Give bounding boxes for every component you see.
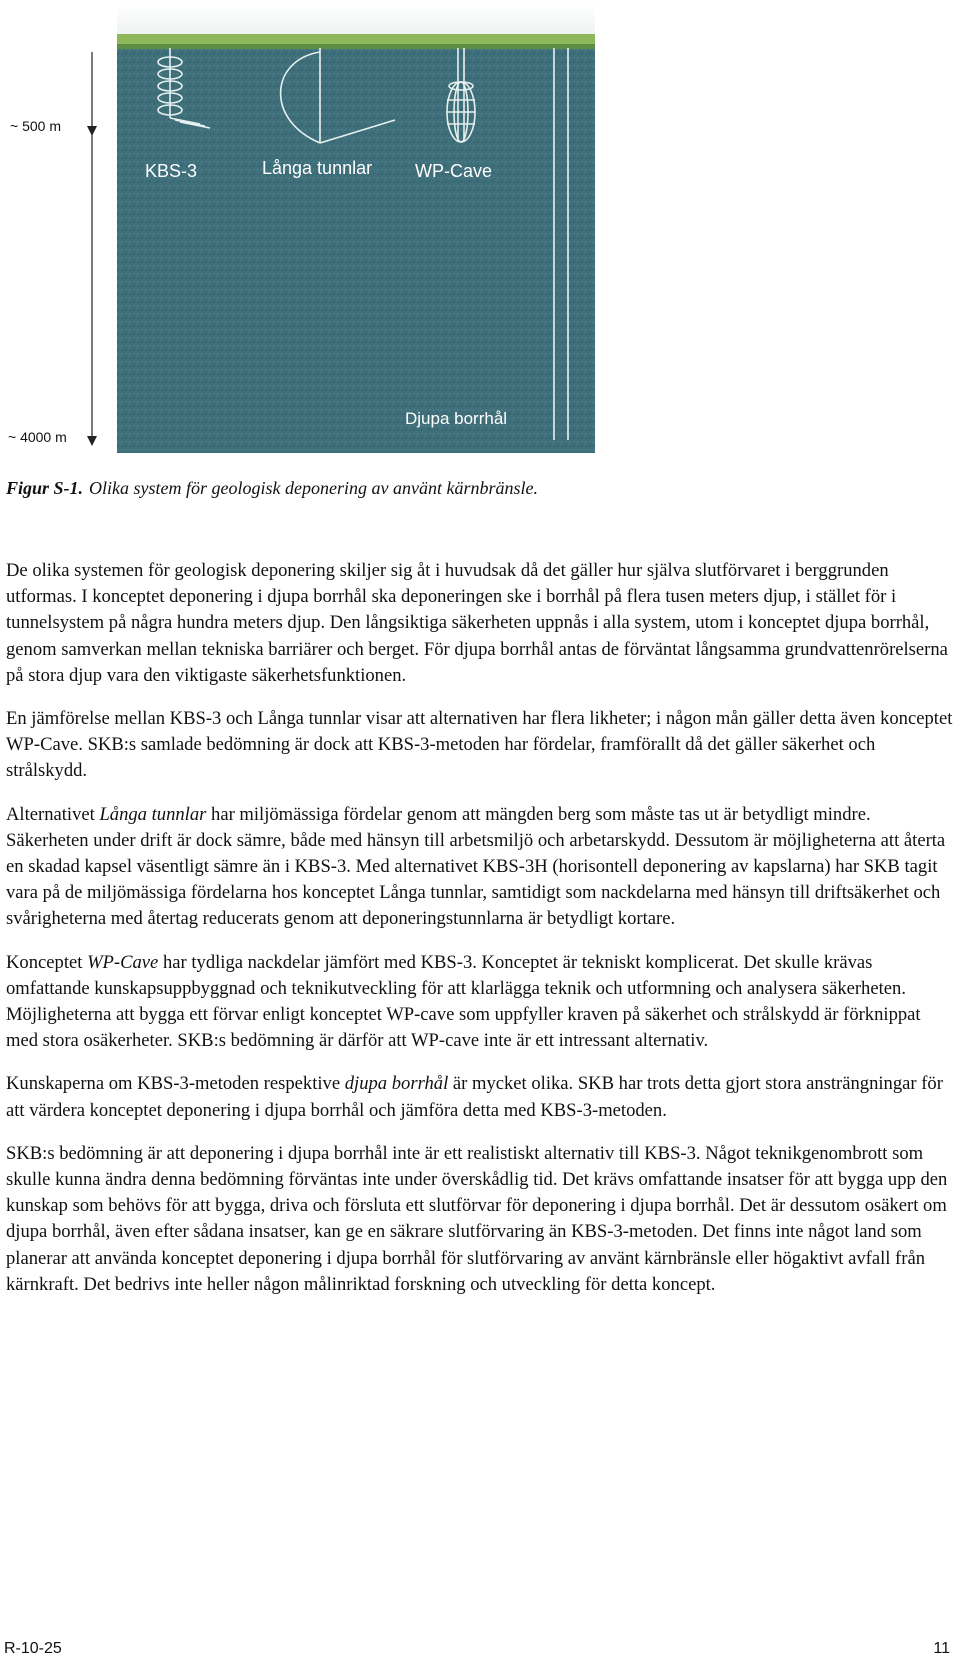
paragraph	[6, 1071, 954, 1123]
paragraph	[6, 706, 954, 785]
paragraph	[6, 950, 954, 1055]
wpcave-label: WP-Cave	[415, 161, 493, 181]
figure-caption	[6, 478, 538, 499]
body-text	[6, 558, 954, 1315]
paragraph-text: Konceptet	[6, 951, 88, 973]
paragraph	[6, 558, 954, 689]
italic-term: WP-Cave	[87, 951, 159, 973]
report-number: R-10-25	[4, 1640, 62, 1657]
sky-band	[117, 4, 595, 34]
depth-4000-label: ~ 4000 m	[8, 429, 67, 445]
repository-concepts-figure	[0, 0, 960, 460]
paragraph-text: SKB:s bedömning är att deponering i djupa borrhål inte är ett realistiskt alternativ till KBS-3. Något teknikgenombrott som skulle kunna ändra denna bedömning förväntas inte under överskådlig tid. Det krävs omfattande insatser för att bygga upp den kunskap som behövs för att bygga, driva och försluta ett slutförvar för deponering i djupa borrhål. Det är dessutom osäkert om djupa borrhål, även efter sådana insatser, kan ge en säkrare slutförvaring än KBS-3-metoden. Det finns inte något land som planerar att använda konceptet deponering i djupa borrhål för slutförvaring av använt kärnbränsle eller högaktivt avfall från kärnkraft. Det bedrivs inte heller någon målinriktad forskning och utveckling för detta koncept.	[6, 1142, 948, 1295]
djupa-borrhal-label: Djupa borrhål	[405, 409, 508, 428]
paragraph-text: En jämförelse mellan KBS-3 och Långa tunnlar visar att alternativen har flera likheter; i någon mån gäller detta även konceptet WP-Cave. SKB:s samlade bedömning är dock att KBS-3-metoden har fördelar, framförallt då det gäller säkerhet och strålskydd.	[6, 708, 953, 782]
depth-500-label: ~ 500 m	[10, 118, 61, 134]
paragraph-text: har tydliga nackdelar jämfört med KBS-3. Konceptet är tekniskt komplicerat. Det skulle krävas omfattande kunskapsuppbyggnad och teknikutveckling för att klarlägga teknik och utformning och analysera säkerheten. Möjligheterna att bygga ett förvar enligt konceptet WP-cave som uppfyller kraven på säkerhet och strålskydd är förknippat med stora osäkerheter. SKB:s bedömning är därför att WP-cave inte är ett intressant alternativ.	[6, 951, 921, 1052]
langa-tunnlar-label: Långa tunnlar	[262, 158, 373, 178]
paragraph	[6, 1141, 954, 1298]
caption-label: Figur S-1.	[6, 478, 84, 498]
paragraph-text: har miljömässiga fördelar genom att mängden berg som måste tas ut är betydligt mindre. Säkerheten under drift är dock sämre, både med hänsyn till arbetsmiljö och arbetarskydd. Dessutom är möjligheterna att återta en skadad kapsel väsentligt sämre än i KBS-3. Med alternativet KBS-3H (horisontell deponering av kapslarna) har SKB tagit vara på de miljömässiga fördelarna hos konceptet Långa tunnlar, samtidigt som nackdelarna med hänsyn till driftsäkerhet och svårigheterna med återtag reducerats genom att deponeringstunnlarna är betydligt kortare.	[6, 803, 946, 930]
paragraph	[6, 802, 954, 933]
italic-term: djupa borrhål	[344, 1073, 449, 1095]
paragraph-text: Alternativet	[6, 803, 100, 825]
bedrock-area	[117, 45, 595, 453]
page-number: 11	[933, 1640, 950, 1657]
caption-text: Olika system för geologisk deponering av använt kärnbränsle.	[89, 478, 538, 498]
italic-term: Långa tunnlar	[99, 803, 207, 825]
kbs3-label: KBS-3	[145, 161, 198, 181]
paragraph-text: är mycket olika. SKB har trots detta gjort stora ansträngningar för att värdera konceptet deponering i djupa borrhål och jämföra detta med KBS-3-metoden.	[6, 1073, 943, 1121]
paragraph-text: Kunskaperna om KBS-3-metoden respektive	[6, 1073, 345, 1095]
paragraph-text: De olika systemen för geologisk deponering skiljer sig åt i huvudsak då det gäller hur själva slutförvaret i berggrunden utformas. I konceptet deponering i djupa borrhål ska deponeringen ske i borrhål på flera tusen meters djup, i stället för i tunnelsystem på några hundra meters djup. Den långsiktiga säkerheten uppnås i alla system, utom i konceptet djupa borrhål, genom samverkan mellan tekniska barriärer och berget. För djupa borrhål antas de förväntat långsamma grundvattenrörelserna på stora djup vara den viktigaste säkerhetsfunktionen.	[6, 560, 948, 686]
